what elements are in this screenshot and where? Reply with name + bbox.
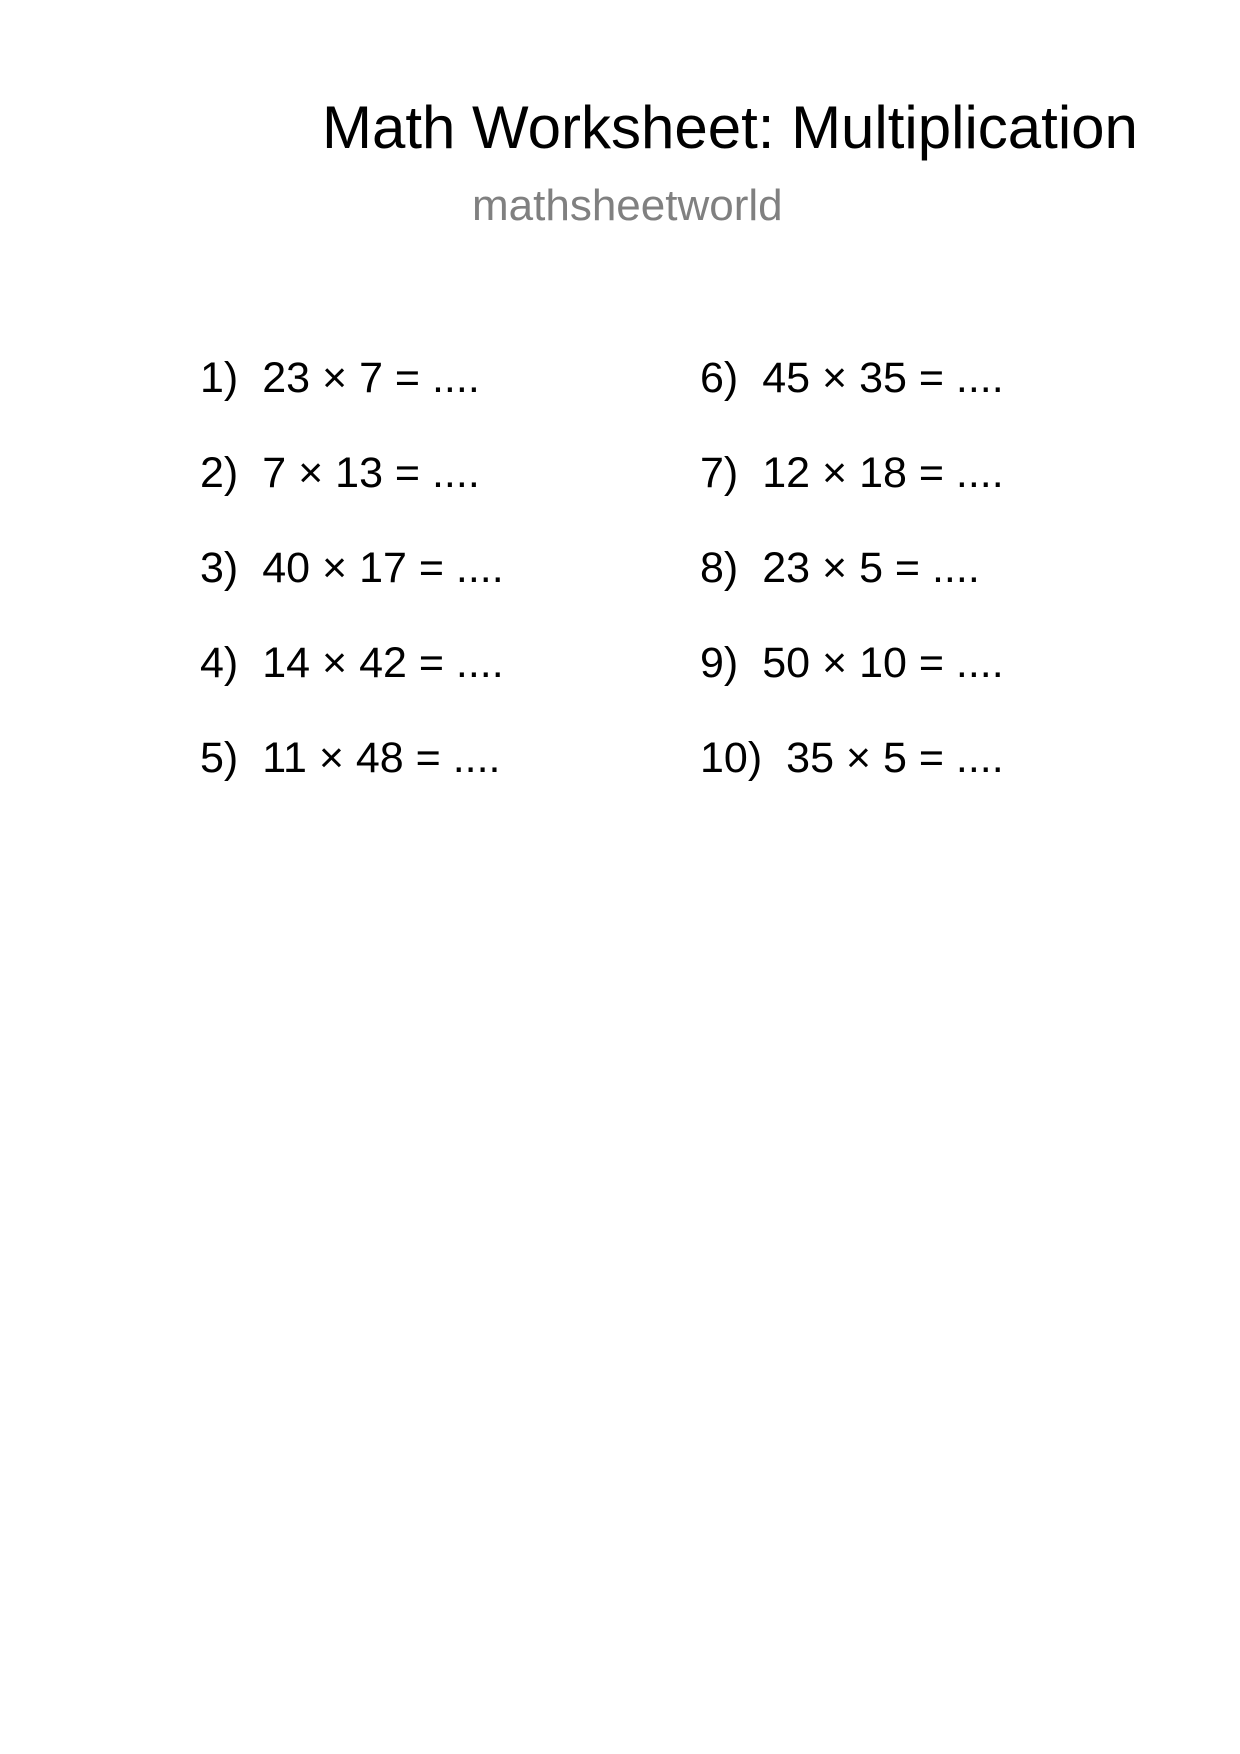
problem-expression: 12 × 18 = .... <box>762 449 1004 497</box>
problem-item <box>700 734 1004 782</box>
problem-number: 6) <box>700 354 739 402</box>
problem-expression: 14 × 42 = .... <box>262 639 504 687</box>
problem-number: 7) <box>700 449 739 497</box>
problem-expression: 35 × 5 = .... <box>786 734 1004 782</box>
problem-item <box>200 544 504 592</box>
problem-expression: 50 × 10 = .... <box>762 639 1004 687</box>
problem-item <box>200 449 480 497</box>
problem-expression: 45 × 35 = .... <box>762 354 1004 402</box>
problem-number: 1) <box>200 354 239 402</box>
problem-number: 5) <box>200 734 239 782</box>
problem-item <box>200 354 480 402</box>
problem-number: 9) <box>700 639 739 687</box>
problem-item <box>700 449 1004 497</box>
problem-number: 8) <box>700 544 739 592</box>
problem-item <box>200 639 504 687</box>
problem-expression: 40 × 17 = .... <box>262 544 504 592</box>
problem-number: 2) <box>200 449 239 497</box>
problem-number: 4) <box>200 639 239 687</box>
problem-item <box>200 734 501 782</box>
problem-expression: 23 × 5 = .... <box>762 544 980 592</box>
problem-number: 10) <box>700 734 763 782</box>
problem-item <box>700 639 1004 687</box>
problem-item <box>700 544 980 592</box>
problem-expression: 7 × 13 = .... <box>262 449 480 497</box>
problem-item <box>700 354 1004 402</box>
page-title: Math Worksheet: Multiplication <box>322 94 1138 161</box>
problem-expression: 11 × 48 = .... <box>262 734 501 782</box>
problem-number: 3) <box>200 544 239 592</box>
site-name: mathsheetworld <box>472 181 783 230</box>
problem-expression: 23 × 7 = .... <box>262 354 480 402</box>
